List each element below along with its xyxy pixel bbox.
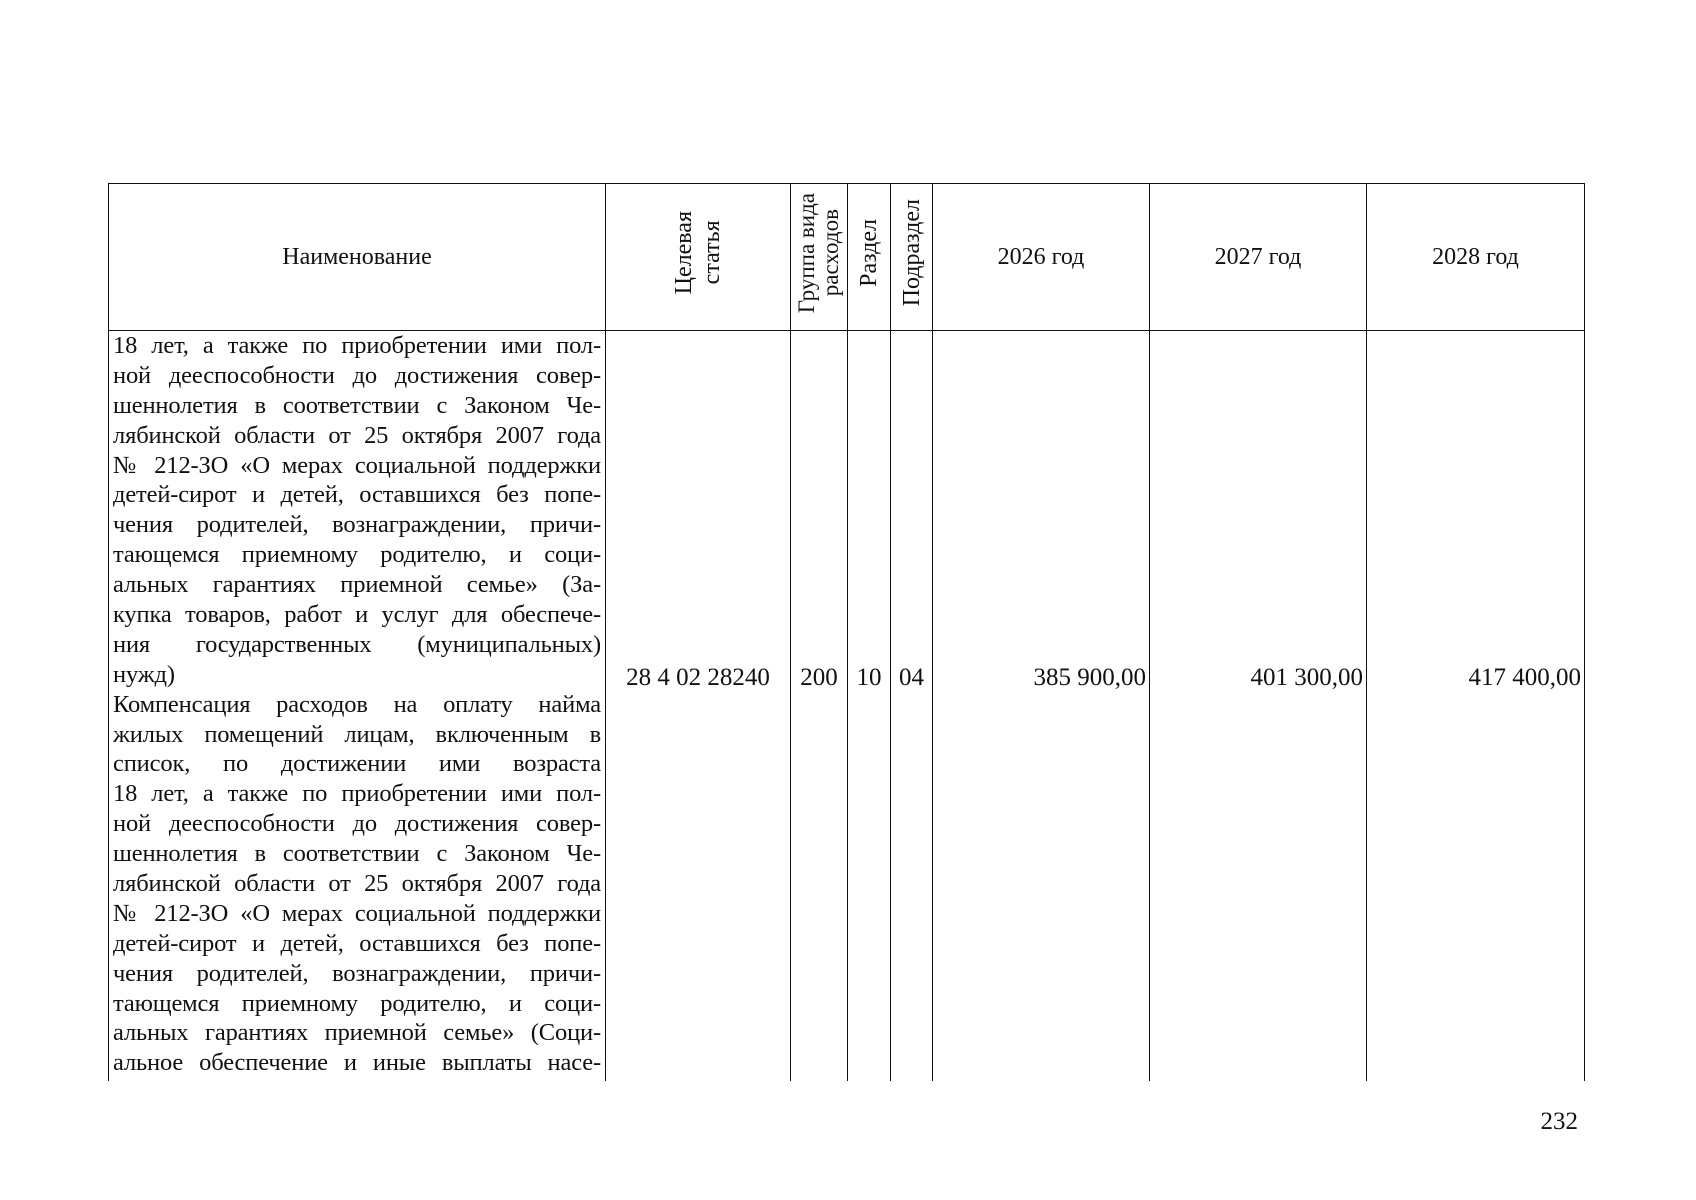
row-name-line: детей-сирот и детей, оставшихся без попе- xyxy=(113,929,601,957)
row-name-cell xyxy=(109,331,606,1082)
header-year-2027: 2027 год xyxy=(1150,184,1367,331)
row-name-line: 18 лет, а также по приобретении ими пол- xyxy=(113,780,601,808)
header-subsection: Подраздел xyxy=(891,184,933,331)
row-expense-group: 200 xyxy=(791,331,848,1082)
row-name-line: альное обеспечение и иные выплаты насе- xyxy=(113,1049,601,1077)
row-subsection: 04 xyxy=(891,331,933,1082)
row-target-article: 28 4 02 28240 xyxy=(606,331,791,1082)
row-year-2027: 401 300,00 xyxy=(1150,331,1367,1082)
budget-table xyxy=(108,183,1585,1081)
header-year-2028: 2028 год xyxy=(1367,184,1585,331)
row-name-line: лябинской области от 25 октября 2007 года xyxy=(113,870,601,898)
row-name-text xyxy=(113,331,601,1078)
header-target-article: Целевая статья xyxy=(606,184,791,331)
row-name-line: жилых помещений лицам, включенным в xyxy=(113,720,601,748)
row-name-line: купка товаров, работ и услуг для обеспече- xyxy=(113,601,601,629)
row-name-line: № 212-ЗО «О мерах социальной поддержки xyxy=(113,451,601,479)
row-name-line: чения родителей, вознаграждении, причи- xyxy=(113,959,601,987)
row-section: 10 xyxy=(848,331,891,1082)
row-name-line: тающемся приемному родителю, и соци- xyxy=(113,989,601,1017)
row-name-line: список, по достижении ими возраста xyxy=(113,750,601,778)
row-name-line: лябинской области от 25 октября 2007 года xyxy=(113,421,601,449)
row-name-line: детей-сирот и детей, оставшихся без попе- xyxy=(113,481,601,509)
row-name-line: ной дееспособности до достижения совер- xyxy=(113,810,601,838)
row-name-line: нужд) xyxy=(113,660,175,688)
row-name-line: ния государственных (муниципальных) xyxy=(113,630,601,658)
header-section: Раздел xyxy=(848,184,891,331)
row-name-line: Компенсация расходов на оплату найма xyxy=(113,690,601,718)
row-name-line: шеннолетия в соответствии с Законом Че- xyxy=(113,840,601,868)
row-name-line: чения родителей, вознаграждении, причи- xyxy=(113,511,601,539)
page-number: 232 xyxy=(1540,1108,1578,1135)
header-name: Наименование xyxy=(109,184,606,331)
row-name-line: 18 лет, а также по приобретении ими пол- xyxy=(113,332,601,359)
row-name-line: № 212-ЗО «О мерах социальной поддержки xyxy=(113,899,601,927)
row-name-line: ной дееспособности до достижения совер- xyxy=(113,361,601,389)
table-row xyxy=(109,331,1585,1082)
header-year-2026: 2026 год xyxy=(933,184,1150,331)
row-name-line: альных гарантиях приемной семье» (Соци- xyxy=(113,1019,601,1047)
row-name-line: альных гарантиях приемной семье» (За- xyxy=(113,571,601,599)
row-name-line: тающемся приемному родителю, и соци- xyxy=(113,541,601,569)
table-header-row xyxy=(109,184,1585,331)
row-year-2026: 385 900,00 xyxy=(933,331,1150,1082)
header-expense-group: Группа вида расходов xyxy=(791,184,848,331)
row-year-2028: 417 400,00 xyxy=(1367,331,1585,1082)
row-name-line: шеннолетия в соответствии с Законом Че- xyxy=(113,391,601,419)
